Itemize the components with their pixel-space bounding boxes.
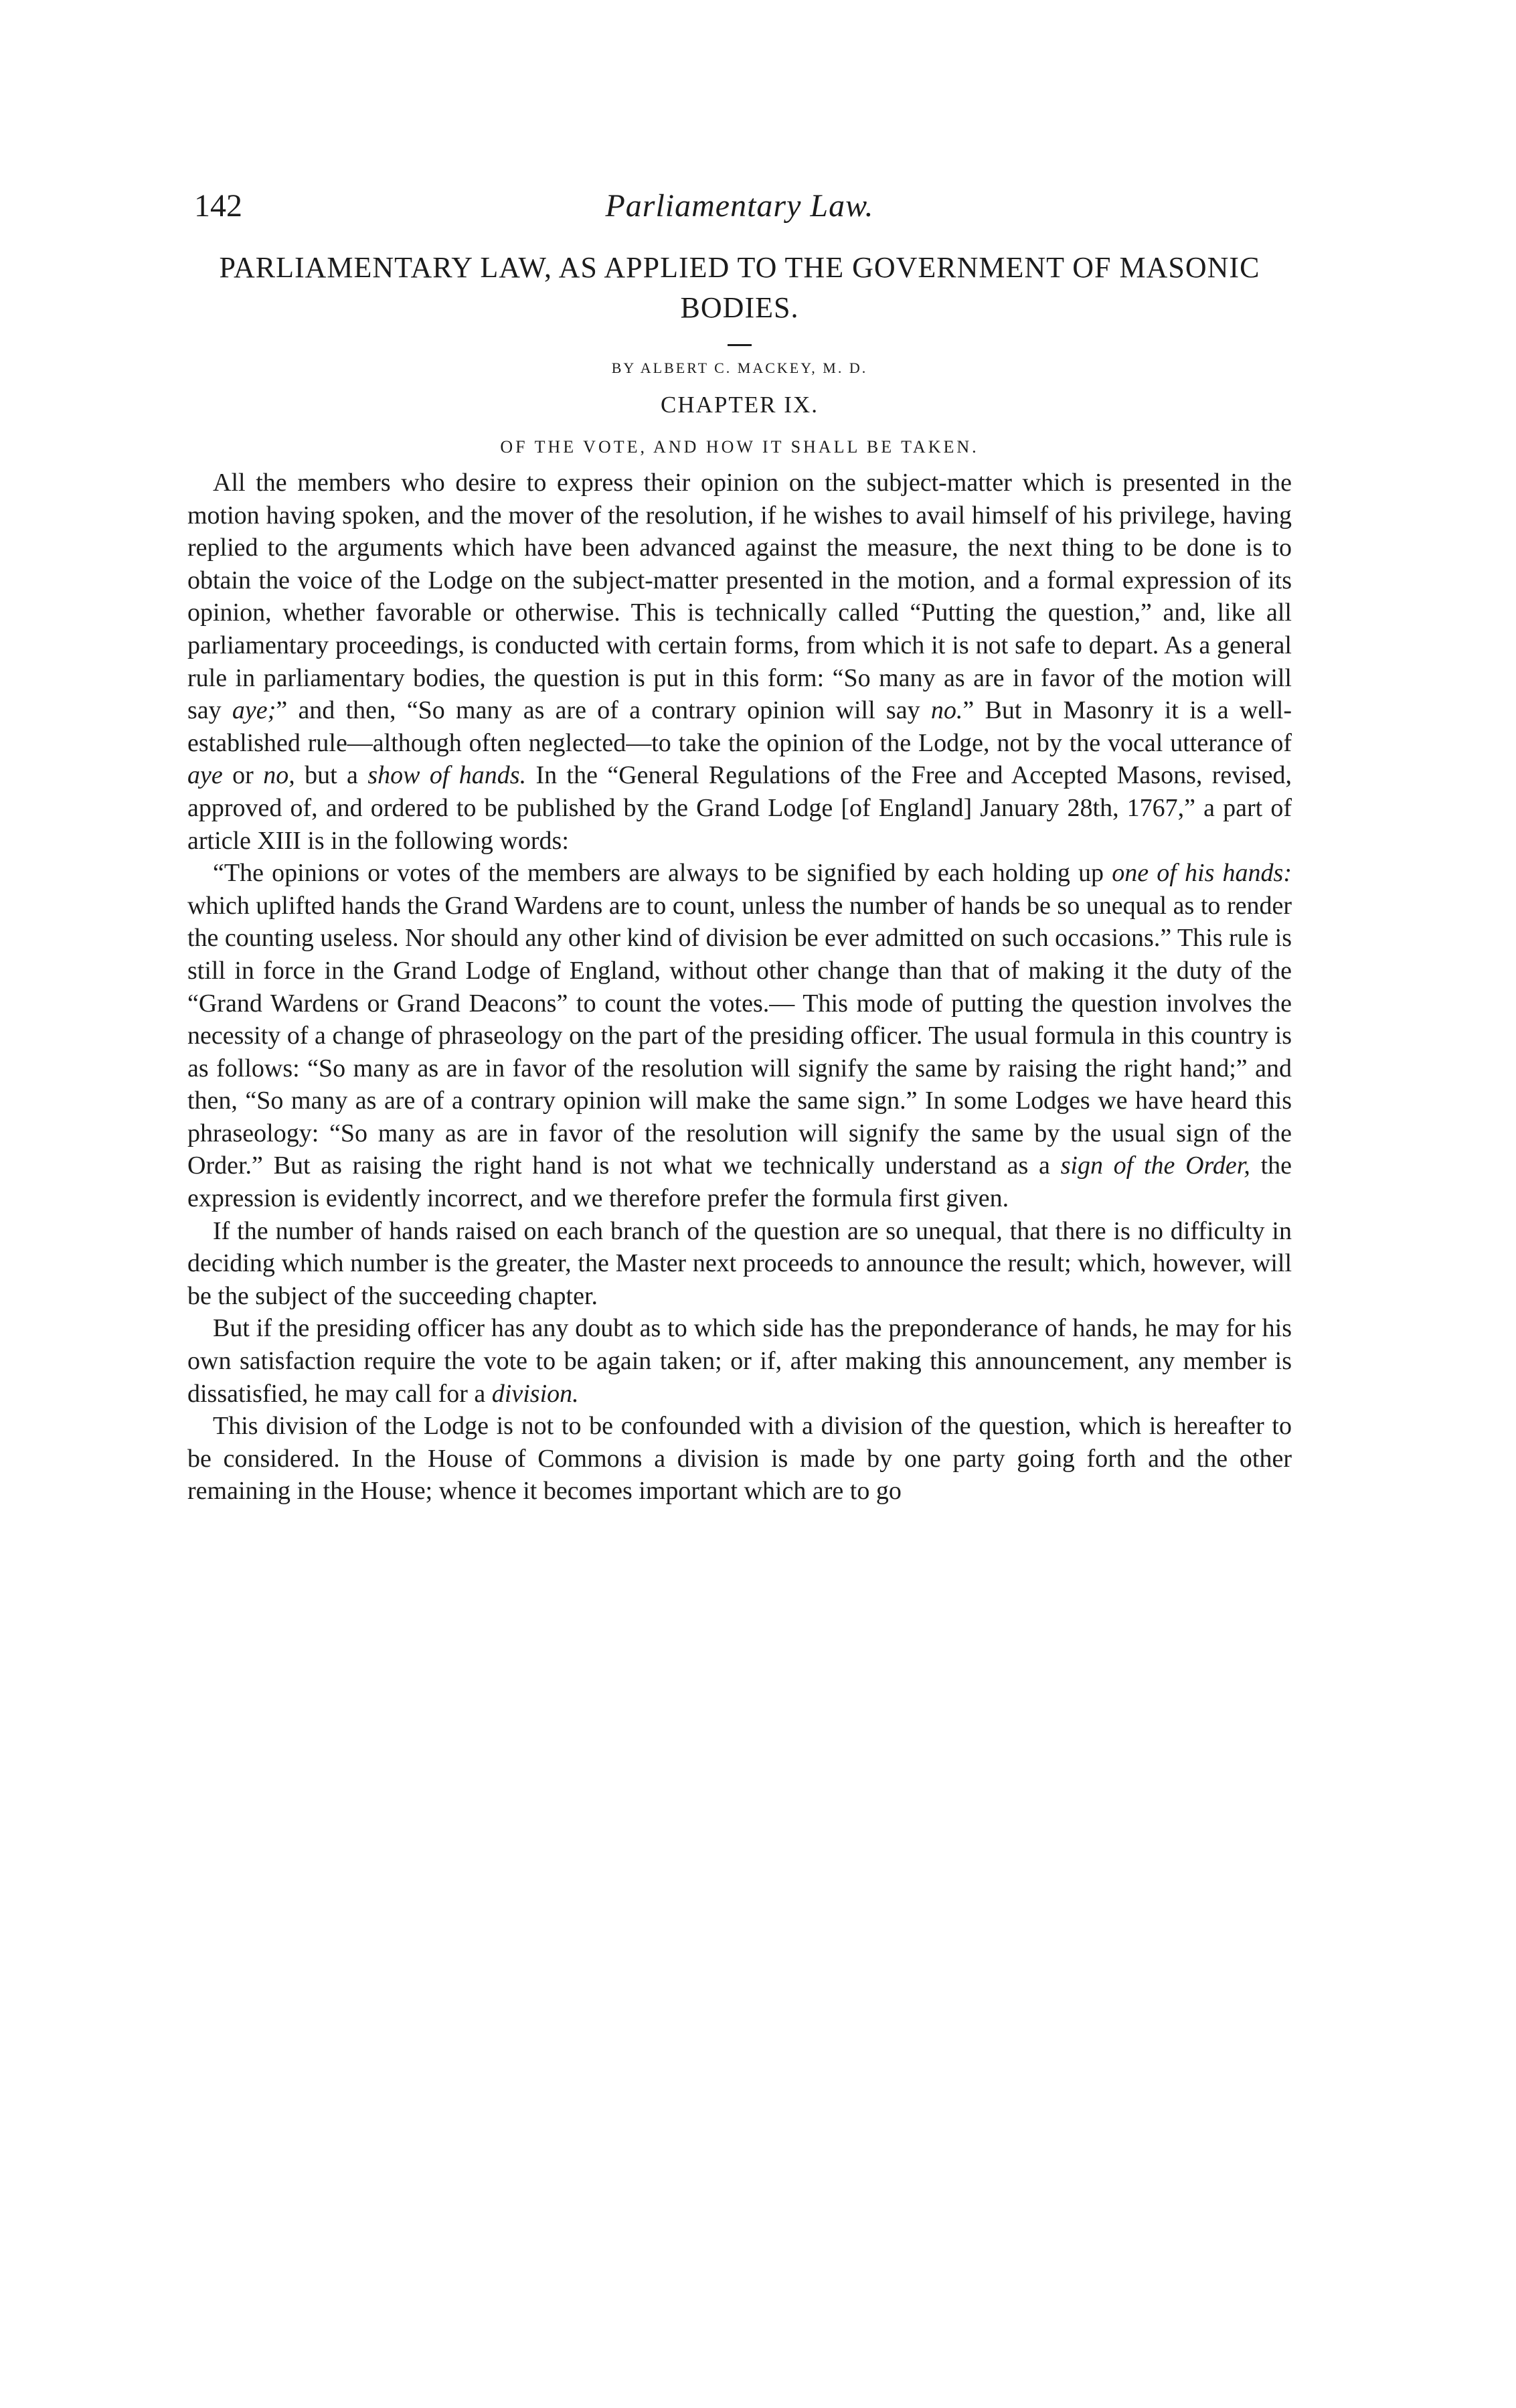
emphasis: aye [187,761,223,790]
paragraph-5 [187,1410,1292,1508]
paragraph-4 [187,1312,1292,1410]
book-page [187,187,1292,1508]
text-run: ” But in Masonry it is a well-established rule—although often neglected—to take the opinion of the Lodge, not by the vocal utterance of [187,696,1292,757]
article-body [187,467,1292,1508]
section-heading: OF THE VOTE, AND HOW IT SHALL BE TAKEN. [500,437,979,457]
text-run: “The opinions or votes of the members are always to be signified by each holding up [213,859,1112,888]
paragraph-2 [187,857,1292,1215]
emphasis: aye; [232,696,276,725]
article-title: PARLIAMENTARY LAW, AS APPLIED TO THE GOVERNMENT OF MASONIC BODIES. [219,251,1260,324]
text-run: which uplifted hands the Grand Wardens are to count, unless the number of hands be so unequal as to render the counting useless. Nor should any other kind of division be ever admitted on such occasions.” This rule is still in force in the Grand Lodge of England, without other change than that of making it the duty of the “Grand Wardens or Grand Deacons” to count the votes.— This mode of putting the question involves the necessity of a change of phraseology on the part of the presiding officer. The usual formula in this country is as follows: “So many as are in favor of the resolution will signify the same by raising the right hand;” and then, “So many as are of a contrary opinion will make the same sign.” In some Lodges we have heard this phraseology: “So many as are in favor of the resolution will signify the same by the usual sign of the Order.” But as raising the right hand is not what we technically understand as a [187,891,1292,1180]
text-run: In the “General Regulations of the Free and Accepted Masons, revised, approved of, and ordered to be published by the Grand Lodge [of England] January 28th, 1767,” a part of article XIII is in the following words: [187,761,1292,855]
running-head [187,187,1292,234]
emphasis: one of his hands: [1112,859,1292,888]
emphasis: show of hands. [367,761,527,790]
text-run: But if the presiding officer has any doubt as to which side has the preponderance of hands, he may for his own satisfaction require the vote to be again taken; or if, after making this announcement, any member is dissatisfied, he may call for a [187,1314,1292,1408]
text-run: ” and then, “So many as are of a contrary opinion will say [276,696,931,725]
running-title: Parliamentary Law. [605,188,874,224]
text-run: This division of the Lodge is not to be confounded with a division of the question, which is hereafter to be considered. In the House of Commons a division is made by one party going forth and the other remaining in the House; whence it becomes important which are to go [187,1412,1292,1506]
paragraph-1 [187,467,1292,857]
page-number: 142 [194,188,242,224]
text-run: the expression is evidently incorrect, and we therefore prefer the formula first given. [187,1151,1292,1213]
text-run: or [222,761,264,790]
text-run: All the members who desire to express their opinion on the subject-matter which is presented in the motion having spoken, and the mover of the resolution, if he wishes to avail himself of his privilege, having replied to the arguments which have been advanced against the measure, the next thing to be done is to obtain the voice of the Lodge on the subject-matter presented in the motion, and a formal expression of its opinion, whether favorable or otherwise. This is technically called “Putting the question,” and, like all parliamentary proceedings, is conducted with certain forms, from which it is not safe to depart. As a general rule in parliamentary bodies, the question is put in this form: “So many as are in favor of the motion will say [187,469,1292,725]
author-byline: BY ALBERT C. MACKEY, M. D. [611,359,868,376]
emphasis: sign of the Order, [1060,1151,1250,1180]
emphasis: no, [263,761,295,790]
title-divider [728,344,752,346]
emphasis: division. [491,1379,579,1408]
text-run: but a [294,761,368,790]
text-run: If the number of hands raised on each branch of the question are so unequal, that there is no difficulty in deciding which number is the greater, the Master next proceeds to announce the result; which, however, will be the subject of the succeeding chapter. [187,1216,1292,1310]
emphasis: no. [930,696,963,725]
paragraph-3 [187,1215,1292,1313]
chapter-heading: CHAPTER IX. [661,392,819,418]
